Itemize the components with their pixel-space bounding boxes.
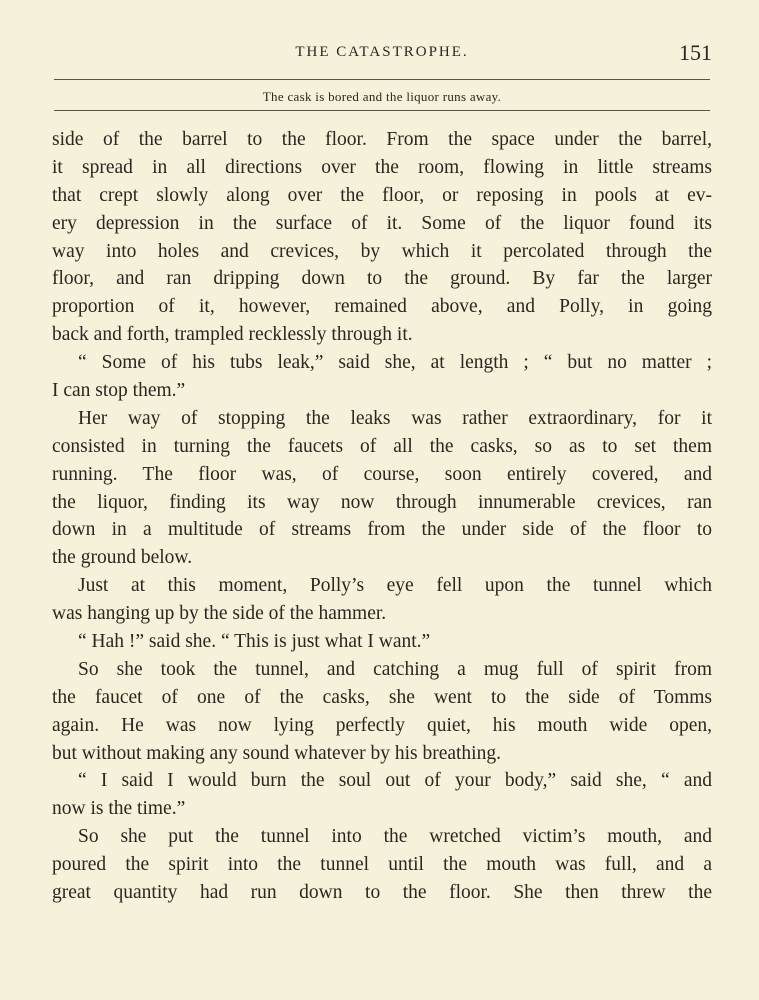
page-number: 151 [679,40,712,65]
text-line: the ground below. [52,547,193,569]
text-line: great quantity had run down to the floor. She then threw the [52,882,712,904]
text-line: Just at this moment, Polly’s eye fell upon the tunnel which [78,575,712,597]
text-line: side of the barrel to the floor. From the space under the barrel, [52,129,712,150]
running-title: THE CATASTROPHE. [295,44,469,60]
text-line: again. He was now lying perfectly quiet, his mouth wide open, [52,714,712,736]
text-line: So she took the tunnel, and catching a mug full of spirit from [78,658,712,680]
text-line: So she put the tunnel into the wretched victim’s mouth, and [78,826,712,848]
caption-rule-top [54,79,710,80]
text-line: I can stop them.” [52,380,186,402]
text-line: it spread in all directions over the room, flowing in little streams [52,156,712,178]
text-line: Her way of stopping the leaks was rather extraordinary, for it [78,407,712,429]
text-line: but without making any sound whatever by his breathing. [52,742,501,764]
text-line: the liquor, finding its way now through innumerable crevices, ran [52,491,712,513]
text-line: running. The floor was, of course, soon entirely covered, and [52,463,712,485]
text-line: poured the spirit into the tunnel until the mouth was full, and a [52,854,712,876]
text-line: down in a multitude of streams from the under side of the floor to [52,519,712,541]
page-header [52,40,712,70]
caption-rule-bottom [54,110,710,111]
text-line: proportion of it, however, remained above, and Polly, in going [52,296,712,318]
text-line: “ Some of his tubs leak,” said she, at length ; “ but no matter ; [78,352,712,374]
text-line: the faucet of one of the casks, she went to the side of Tomms [52,686,712,708]
illustration-caption: The cask is bored and the liquor runs away. [262,89,502,104]
text-line: “ I said I would burn the soul out of your body,” said she, “ and [78,770,712,792]
text-line: way into holes and crevices, by which it percolated through the [52,240,712,262]
text-line: ery depression in the surface of it. Some of the liquor found its [52,212,712,234]
text-line: back and forth, trampled recklessly through it. [52,324,413,346]
text-line: “ Hah !” said she. “ This is just what I want.” [78,631,431,653]
text-line: that crept slowly along over the floor, or reposing in pools at ev- [52,184,712,206]
text-line: consisted in turning the faucets of all the casks, so as to set them [52,435,712,457]
text-line: was hanging up by the side of the hammer. [52,603,387,625]
text-line: now is the time.” [52,798,186,820]
body-text [52,126,712,907]
text-line: floor, and ran dripping down to the ground. By far the larger [52,268,712,290]
